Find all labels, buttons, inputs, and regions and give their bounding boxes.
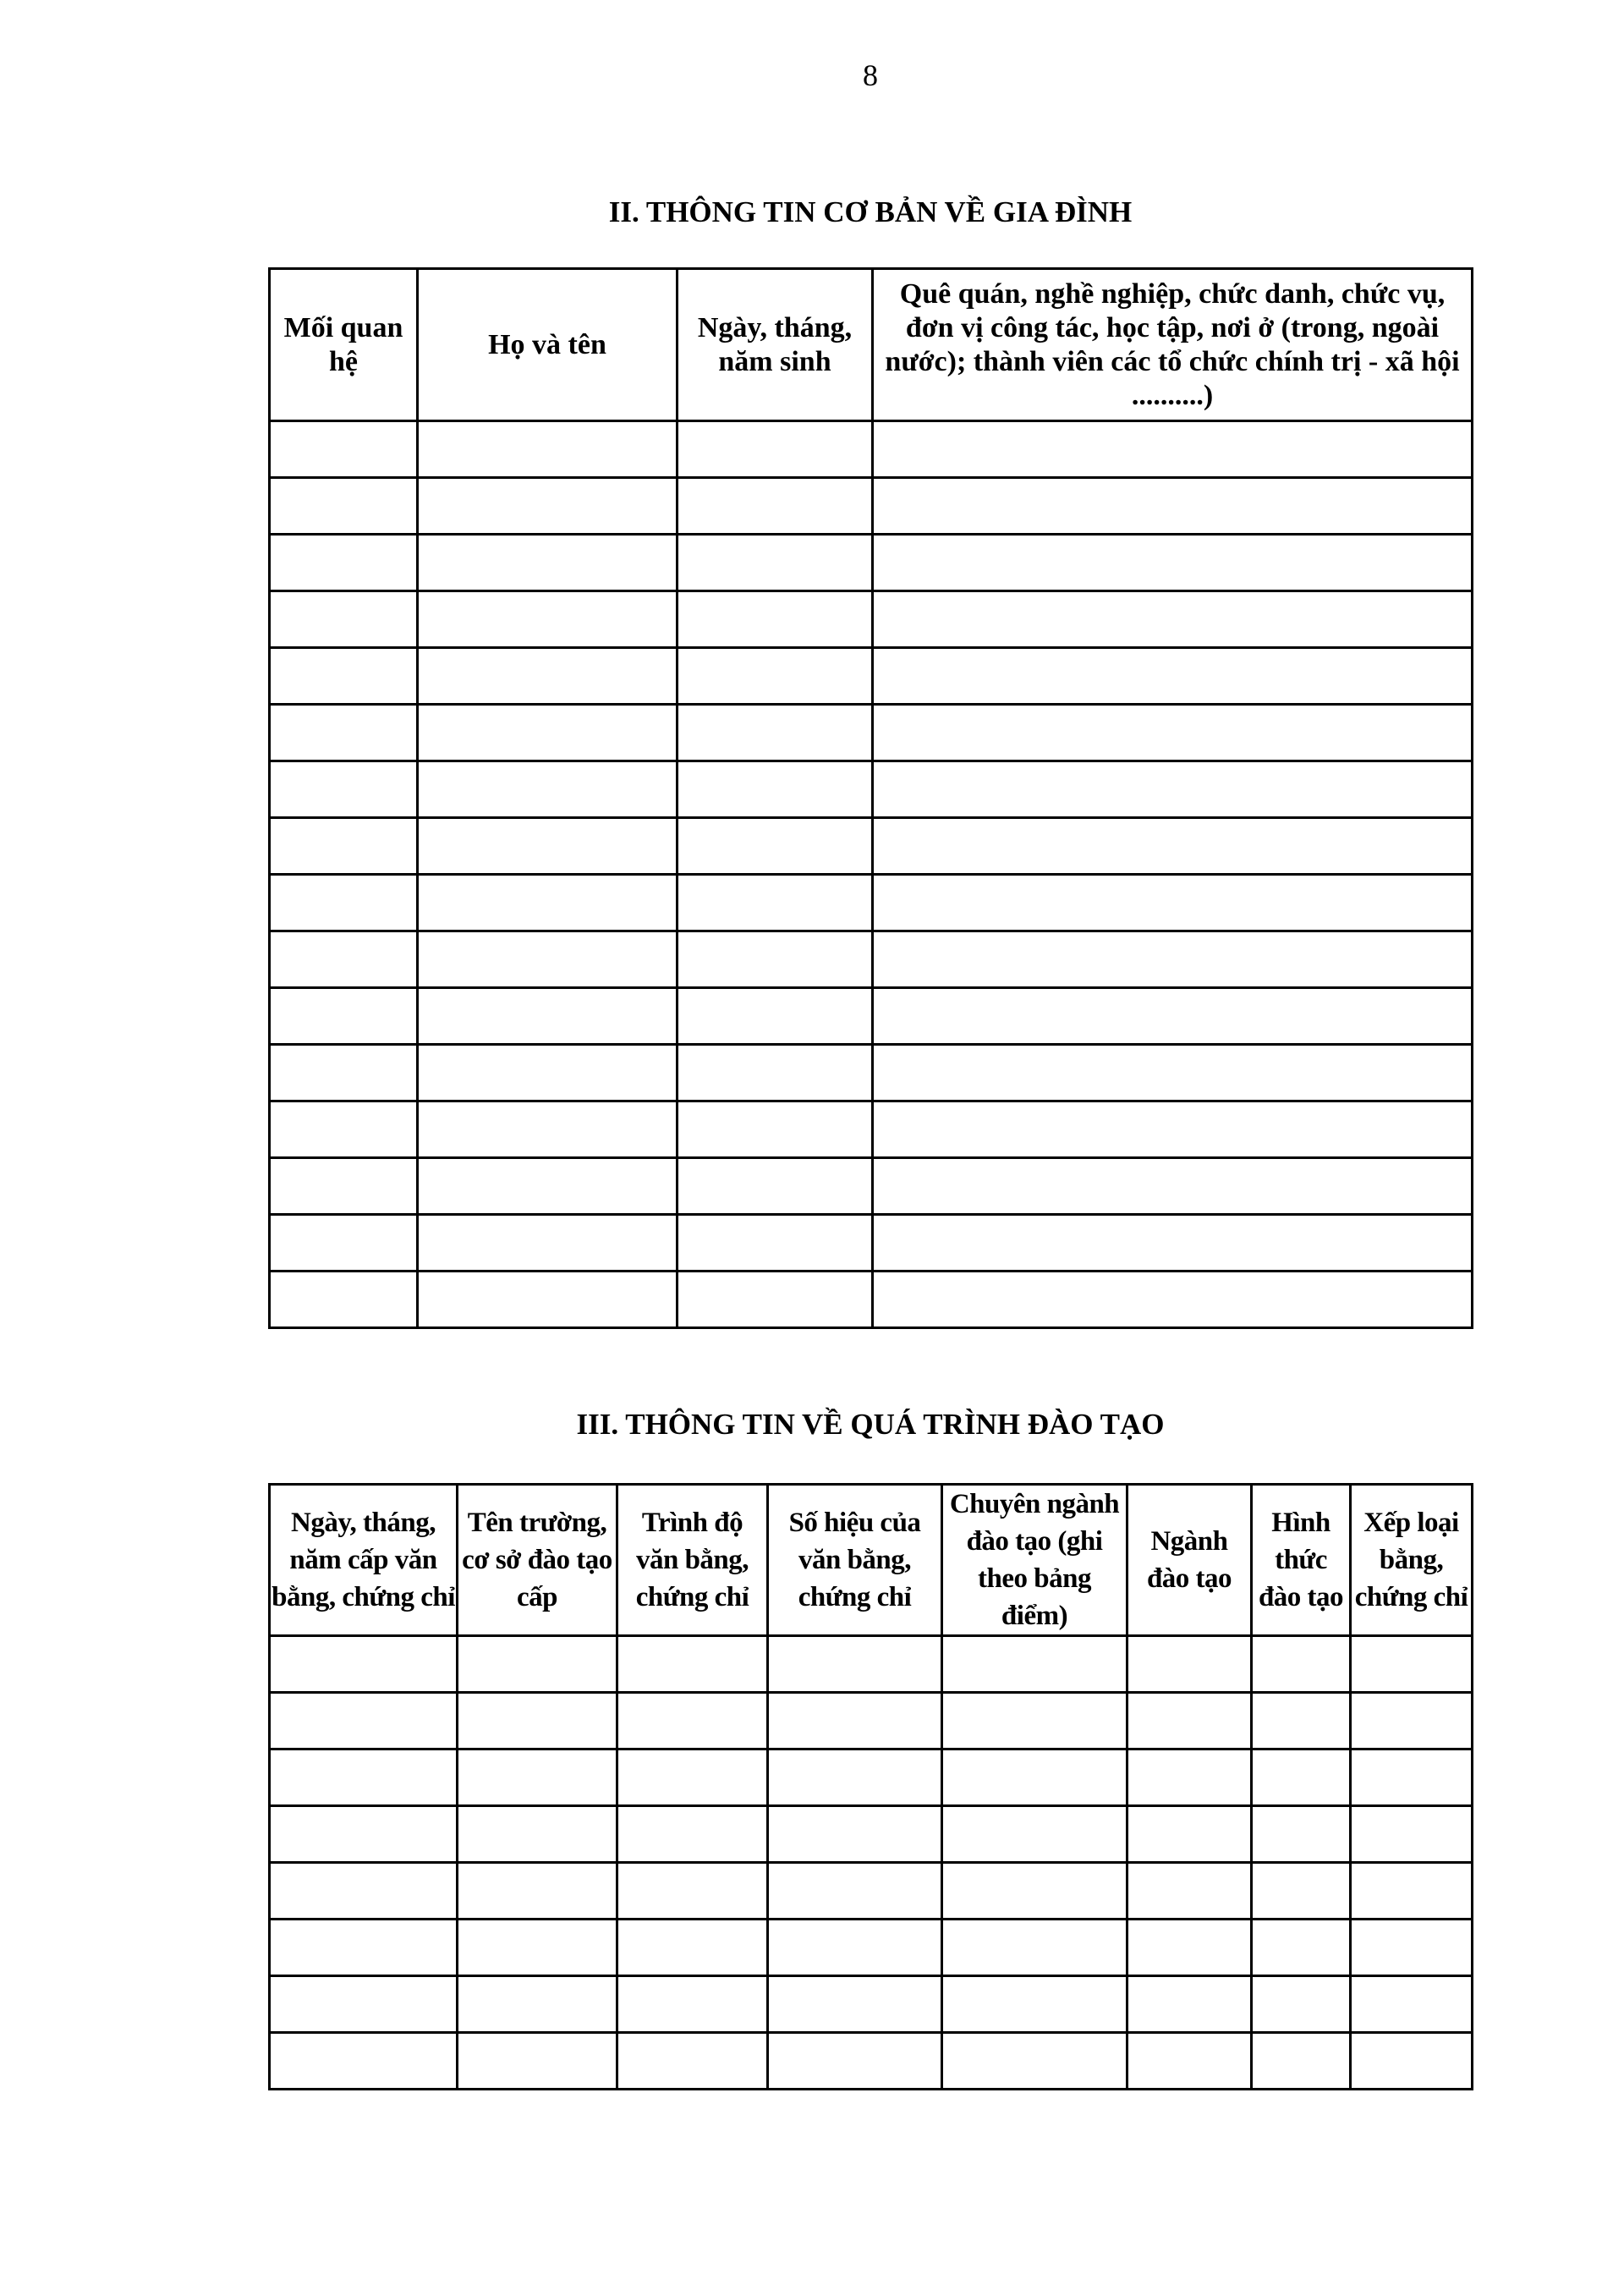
family-table-row: [270, 421, 1473, 478]
empty-cell[interactable]: [1127, 2033, 1252, 2090]
empty-cell[interactable]: [270, 1976, 458, 2033]
empty-cell[interactable]: [678, 1101, 873, 1158]
empty-cell[interactable]: [270, 535, 418, 591]
empty-cell[interactable]: [418, 1101, 678, 1158]
empty-cell[interactable]: [458, 1863, 617, 1920]
empty-cell[interactable]: [418, 988, 678, 1045]
empty-cell[interactable]: [458, 1693, 617, 1749]
empty-cell[interactable]: [678, 705, 873, 761]
empty-cell[interactable]: [270, 1045, 418, 1101]
empty-cell[interactable]: [270, 1158, 418, 1215]
empty-cell[interactable]: [1351, 1863, 1473, 1920]
empty-cell[interactable]: [418, 1158, 678, 1215]
family-table-row: [270, 988, 1473, 1045]
column-header-issue-date: Ngày, tháng, năm cấp văn bằng, chứng chỉ: [270, 1485, 458, 1636]
empty-cell[interactable]: [873, 818, 1473, 875]
empty-cell[interactable]: [418, 591, 678, 648]
empty-cell[interactable]: [1127, 1636, 1252, 1693]
empty-cell[interactable]: [1127, 1749, 1252, 1806]
empty-cell[interactable]: [418, 875, 678, 931]
empty-cell[interactable]: [1252, 1920, 1351, 1976]
empty-cell[interactable]: [617, 1693, 768, 1749]
column-header-degree-level: Trình độ văn bằng, chứng chỉ: [617, 1485, 768, 1636]
family-table-row: [270, 1272, 1473, 1328]
empty-cell[interactable]: [873, 761, 1473, 818]
empty-cell[interactable]: [768, 1636, 942, 1693]
empty-cell[interactable]: [270, 1272, 418, 1328]
empty-cell[interactable]: [678, 478, 873, 535]
training-table-row: [270, 1863, 1473, 1920]
empty-cell[interactable]: [458, 1920, 617, 1976]
empty-cell[interactable]: [873, 705, 1473, 761]
empty-cell[interactable]: [768, 1693, 942, 1749]
empty-cell[interactable]: [418, 761, 678, 818]
family-table-row: [270, 875, 1473, 931]
empty-cell[interactable]: [678, 761, 873, 818]
family-table-row: [270, 1158, 1473, 1215]
empty-cell[interactable]: [270, 761, 418, 818]
empty-cell[interactable]: [270, 591, 418, 648]
empty-cell[interactable]: [1351, 1806, 1473, 1863]
empty-cell[interactable]: [942, 1693, 1127, 1749]
empty-cell[interactable]: [678, 421, 873, 478]
column-header-relationship: Mối quan hệ: [270, 269, 418, 421]
training-table-row: [270, 1976, 1473, 2033]
empty-cell[interactable]: [1351, 2033, 1473, 2090]
column-header-training-mode: Hình thức đào tạo: [1252, 1485, 1351, 1636]
empty-cell[interactable]: [1351, 1920, 1473, 1976]
column-header-classification: Xếp loại bằng, chứng chỉ: [1351, 1485, 1473, 1636]
empty-cell[interactable]: [768, 1976, 942, 2033]
column-header-date-of-birth: Ngày, tháng, năm sinh: [678, 269, 873, 421]
training-table-row: [270, 2033, 1473, 2090]
family-table-header-row: [270, 269, 1473, 421]
empty-cell[interactable]: [458, 1806, 617, 1863]
empty-cell[interactable]: [270, 1693, 458, 1749]
empty-cell[interactable]: [768, 1749, 942, 1806]
empty-cell[interactable]: [270, 1215, 418, 1272]
empty-cell[interactable]: [873, 535, 1473, 591]
empty-cell[interactable]: [270, 1749, 458, 1806]
empty-cell[interactable]: [418, 535, 678, 591]
training-table-row: [270, 1636, 1473, 1693]
family-table-row: [270, 535, 1473, 591]
empty-cell[interactable]: [942, 1920, 1127, 1976]
empty-cell[interactable]: [1252, 1693, 1351, 1749]
empty-cell[interactable]: [873, 931, 1473, 988]
column-header-full-name: Họ và tên: [418, 269, 678, 421]
family-table-row: [270, 478, 1473, 535]
empty-cell[interactable]: [678, 1215, 873, 1272]
empty-cell[interactable]: [678, 875, 873, 931]
empty-cell[interactable]: [678, 535, 873, 591]
empty-cell[interactable]: [270, 1920, 458, 1976]
empty-cell[interactable]: [270, 818, 418, 875]
empty-cell[interactable]: [942, 1806, 1127, 1863]
empty-cell[interactable]: [418, 478, 678, 535]
empty-cell[interactable]: [678, 591, 873, 648]
empty-cell[interactable]: [617, 1863, 768, 1920]
family-table-row: [270, 818, 1473, 875]
family-table-row: [270, 761, 1473, 818]
empty-cell[interactable]: [418, 818, 678, 875]
empty-cell[interactable]: [873, 1045, 1473, 1101]
empty-cell[interactable]: [617, 1976, 768, 2033]
empty-cell[interactable]: [270, 875, 418, 931]
empty-cell[interactable]: [1127, 1976, 1252, 2033]
training-table-row: [270, 1693, 1473, 1749]
empty-cell[interactable]: [768, 1863, 942, 1920]
family-section-title: II. THÔNG TIN CƠ BẢN VỀ GIA ĐÌNH: [608, 195, 1133, 228]
empty-cell[interactable]: [1252, 1976, 1351, 2033]
training-table-row: [270, 1749, 1473, 1806]
empty-cell[interactable]: [1252, 1749, 1351, 1806]
empty-cell[interactable]: [873, 1101, 1473, 1158]
empty-cell[interactable]: [678, 818, 873, 875]
empty-cell[interactable]: [678, 988, 873, 1045]
empty-cell[interactable]: [1252, 2033, 1351, 2090]
empty-cell[interactable]: [1252, 1863, 1351, 1920]
empty-cell[interactable]: [873, 875, 1473, 931]
empty-cell[interactable]: [617, 1636, 768, 1693]
empty-cell[interactable]: [1351, 1976, 1473, 2033]
empty-cell[interactable]: [1127, 1863, 1252, 1920]
empty-cell[interactable]: [942, 1976, 1127, 2033]
training-table-header-row: [270, 1485, 1473, 1636]
family-table-row: [270, 591, 1473, 648]
empty-cell[interactable]: [678, 1158, 873, 1215]
empty-cell[interactable]: [458, 1976, 617, 2033]
empty-cell[interactable]: [873, 1215, 1473, 1272]
empty-cell[interactable]: [617, 2033, 768, 2090]
empty-cell[interactable]: [873, 421, 1473, 478]
empty-cell[interactable]: [1127, 1920, 1252, 1976]
training-table-row: [270, 1806, 1473, 1863]
empty-cell[interactable]: [1351, 1693, 1473, 1749]
empty-cell[interactable]: [418, 1215, 678, 1272]
empty-cell[interactable]: [873, 648, 1473, 705]
empty-cell[interactable]: [270, 478, 418, 535]
empty-cell[interactable]: [617, 1749, 768, 1806]
page-number: 8: [863, 58, 878, 92]
empty-cell[interactable]: [418, 1272, 678, 1328]
family-table-row: [270, 931, 1473, 988]
empty-cell[interactable]: [270, 421, 418, 478]
empty-cell[interactable]: [270, 1806, 458, 1863]
empty-cell[interactable]: [678, 648, 873, 705]
empty-cell[interactable]: [1351, 1636, 1473, 1693]
empty-cell[interactable]: [270, 931, 418, 988]
family-table-row: [270, 1045, 1473, 1101]
empty-cell[interactable]: [270, 705, 418, 761]
family-table-row: [270, 1101, 1473, 1158]
family-info-table: [268, 267, 1473, 1329]
empty-cell[interactable]: [1351, 1749, 1473, 1806]
empty-cell[interactable]: [270, 648, 418, 705]
column-header-hometown-occupation: Quê quán, nghề nghiệp, chức danh, chức vụ, đơn vị công tác, học tập, nơi ở (trong, ngoài nước); thành viên các tổ chức chính trị - xã hội ..........): [873, 269, 1473, 421]
empty-cell[interactable]: [418, 931, 678, 988]
empty-cell[interactable]: [418, 421, 678, 478]
empty-cell[interactable]: [1252, 1636, 1351, 1693]
empty-cell[interactable]: [418, 705, 678, 761]
column-header-certificate-number: Số hiệu của văn bằng, chứng chỉ: [768, 1485, 942, 1636]
family-table-row: [270, 648, 1473, 705]
empty-cell[interactable]: [270, 988, 418, 1045]
empty-cell[interactable]: [418, 648, 678, 705]
empty-cell[interactable]: [1252, 1806, 1351, 1863]
empty-cell[interactable]: [617, 1920, 768, 1976]
empty-cell[interactable]: [873, 988, 1473, 1045]
family-table-row: [270, 705, 1473, 761]
empty-cell[interactable]: [1127, 1806, 1252, 1863]
empty-cell[interactable]: [768, 1920, 942, 1976]
empty-cell[interactable]: [458, 1749, 617, 1806]
empty-cell[interactable]: [873, 591, 1473, 648]
empty-cell[interactable]: [942, 2033, 1127, 2090]
empty-cell[interactable]: [942, 1863, 1127, 1920]
empty-cell[interactable]: [270, 1101, 418, 1158]
empty-cell[interactable]: [768, 2033, 942, 2090]
training-table-row: [270, 1920, 1473, 1976]
column-header-specialization: Chuyên ngành đào tạo (ghi theo bảng điểm): [942, 1485, 1127, 1636]
empty-cell[interactable]: [270, 1863, 458, 1920]
empty-cell[interactable]: [458, 2033, 617, 2090]
empty-cell[interactable]: [678, 931, 873, 988]
empty-cell[interactable]: [942, 1636, 1127, 1693]
empty-cell[interactable]: [678, 1272, 873, 1328]
empty-cell[interactable]: [617, 1806, 768, 1863]
empty-cell[interactable]: [1127, 1693, 1252, 1749]
column-header-institution: Tên trường, cơ sở đào tạo cấp: [458, 1485, 617, 1636]
empty-cell[interactable]: [678, 1045, 873, 1101]
family-table-row: [270, 1215, 1473, 1272]
empty-cell[interactable]: [768, 1806, 942, 1863]
empty-cell[interactable]: [873, 1272, 1473, 1328]
empty-cell[interactable]: [873, 478, 1473, 535]
empty-cell[interactable]: [418, 1045, 678, 1101]
training-info-table: [268, 1483, 1473, 2090]
empty-cell[interactable]: [458, 1636, 617, 1693]
column-header-major: Ngành đào tạo: [1127, 1485, 1252, 1636]
empty-cell[interactable]: [270, 1636, 458, 1693]
empty-cell[interactable]: [270, 2033, 458, 2090]
training-section-title: III. THÔNG TIN VỀ QUÁ TRÌNH ĐÀO TẠO: [576, 1408, 1165, 1441]
empty-cell[interactable]: [942, 1749, 1127, 1806]
empty-cell[interactable]: [873, 1158, 1473, 1215]
